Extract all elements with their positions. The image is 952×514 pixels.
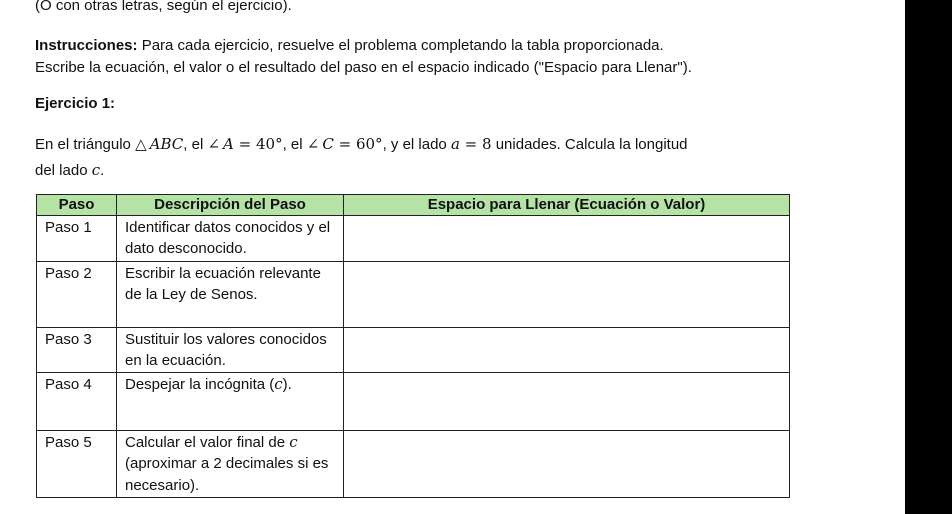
table-row [37,327,790,373]
fill-space-cell[interactable] [344,327,790,373]
fill-space-cell[interactable] [344,261,790,327]
header-paso: Paso [37,195,117,216]
angle-a-value: = 40° [233,135,283,153]
exercise-title: Ejercicio 1: [35,95,116,112]
instructions-label: Instrucciones: [35,37,138,54]
var-c: c [274,375,283,394]
fill-space-cell[interactable] [344,216,790,262]
header-descripcion: Descripción del Paso [117,195,344,216]
descripcion-text: ). [282,376,292,394]
problem-text: del lado [35,162,92,179]
paso-cell: Paso 1 [37,216,117,262]
descripcion-cell [117,431,344,498]
descripcion-cell [117,373,344,431]
steps-table [36,194,790,498]
paso-cell: Paso 5 [37,431,117,498]
descripcion-text: Despejar la incógnita ( [125,376,275,394]
angle-symbol: ∠ [207,135,221,153]
descripcion-cell: Sustituir los valores conocidos en la ecuación. [117,327,344,373]
angle-a-var: A [223,135,234,153]
triangle-symbol: △ [135,135,147,153]
problem-statement-line-1 [35,134,688,155]
problem-text: , y el lado [382,136,451,153]
side-a-value: = 8 [459,135,492,153]
table-header-row [37,195,790,216]
problem-text: , el [282,136,307,153]
descripcion-text: Calcular el valor final de [125,434,290,452]
var-c: c [289,433,298,452]
triangle-name: ABC [149,135,184,153]
table-row [37,216,790,262]
problem-text: En el triángulo [35,136,136,153]
angle-c-value: = 60° [333,135,383,153]
angle-c-var: C [322,135,334,153]
previous-note: (O con otras letras, según el ejercicio). [35,0,292,14]
paso-cell: Paso 2 [37,261,117,327]
table-row [37,373,790,431]
side-c-var: c [91,161,101,179]
problem-text: , el [183,136,208,153]
instructions-text-1: Para cada ejercicio, resuelve el problema completando la tabla proporcionada. [137,37,664,54]
window-edge [905,0,952,514]
problem-text: unidades. Calcula la longitud [491,136,688,153]
instructions-line-1 [35,36,664,56]
instructions-line-2: Escribe la ecuación, el valor o el resultado del paso en el espacio indicado ("Espacio para Llenar"). [35,59,692,76]
descripcion-cell: Escribir la ecuación relevante de la Ley de Senos. [117,261,344,327]
angle-symbol: ∠ [306,135,320,153]
descripcion-cell: Identificar datos conocidos y el dato desconocido. [117,216,344,262]
header-espacio: Espacio para Llenar (Ecuación o Valor) [344,195,790,216]
paso-cell: Paso 3 [37,327,117,373]
descripcion-text: (aproximar a 2 decimales si es necesario). [125,455,329,494]
side-a-var: a [450,135,460,153]
problem-text: . [100,162,105,179]
table-row [37,431,790,498]
problem-statement-line-2 [35,160,104,181]
fill-space-cell[interactable] [344,373,790,431]
fill-space-cell[interactable] [344,431,790,498]
paso-cell: Paso 4 [37,373,117,431]
table-row [37,261,790,327]
